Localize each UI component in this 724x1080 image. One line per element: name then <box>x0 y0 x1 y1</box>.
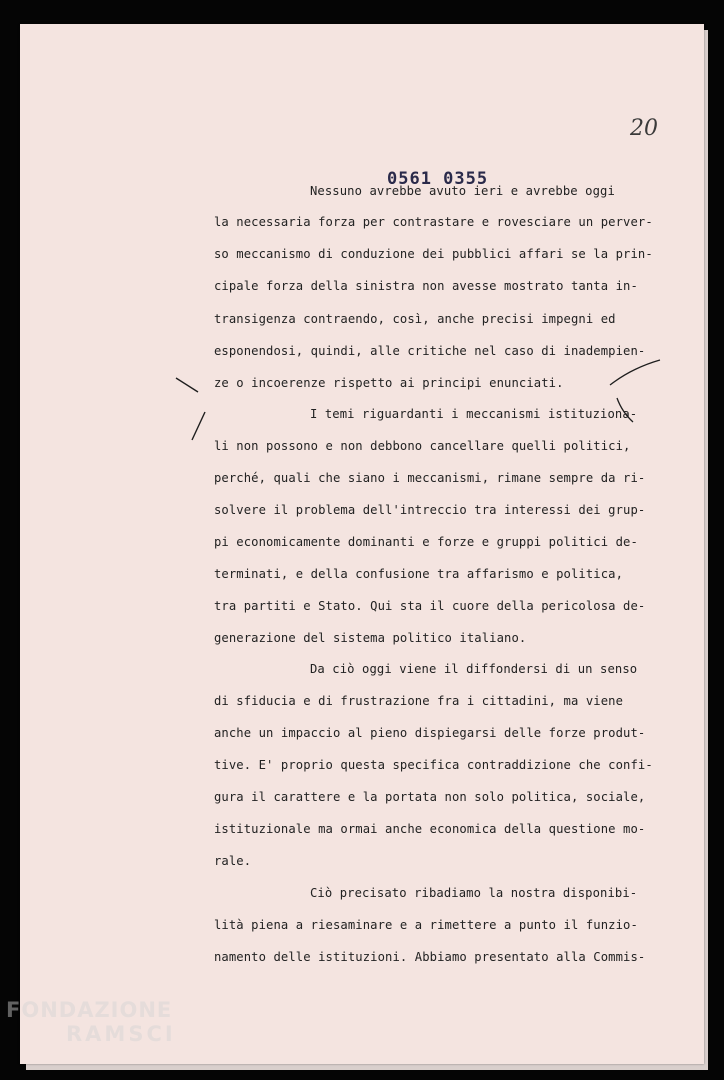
text-line: Ciò precisato ribadiamo la nostra disponibi- <box>310 886 638 900</box>
text-line: tra partiti e Stato. Qui sta il cuore della pericolosa de- <box>214 599 646 613</box>
text-line: cipale forza della sinistra non avesse mostrato tanta in- <box>214 279 638 293</box>
text-line: terminati, e della confusione tra affarismo e politica, <box>214 567 624 581</box>
watermark-line-1: FONDAZIONE <box>6 998 173 1022</box>
watermark-line-2: RAMSCI <box>66 1022 176 1046</box>
text-line: istituzionale ma ormai anche economica della questione mo- <box>214 822 646 836</box>
text-line: so meccanismo di conduzione dei pubblici affari se la prin- <box>214 247 653 261</box>
text-line: pi economicamente dominanti e forze e gruppi politici de- <box>214 535 638 549</box>
handwritten-page-number: 20 <box>630 116 658 141</box>
text-line: anche un impaccio al pieno dispiegarsi delle forze produt- <box>214 726 646 740</box>
left-pen-mark <box>176 378 198 392</box>
text-line: namento delle istituzioni. Abbiamo presentato alla Commis- <box>214 950 646 964</box>
right-pen-mark <box>610 360 660 385</box>
text-line: ze o incoerenze rispetto ai principi enunciati. <box>214 376 564 390</box>
fondazione-gramsci-watermark <box>6 1000 176 1045</box>
text-line: solvere il problema dell'intreccio tra interessi dei grup- <box>214 503 646 517</box>
text-line: di sfiducia e di frustrazione fra i cittadini, ma viene <box>214 694 624 708</box>
text-line: esponendosi, quindi, alle critiche nel caso di inadempien- <box>214 344 646 358</box>
text-line: lità piena a riesaminare e a rimettere a punto il funzio- <box>214 918 638 932</box>
document-number-stamp: 0561 0355 <box>387 169 489 189</box>
text-line: transigenza contraendo, così, anche precisi impegni ed <box>214 312 616 326</box>
text-line: Nessuno avrebbe avuto ieri e avrebbe oggi <box>310 184 615 198</box>
text-line: Da ciò oggi viene il diffondersi di un senso <box>310 662 638 676</box>
text-line: li non possono e non debbono cancellare quelli politici, <box>214 439 631 453</box>
text-line: generazione del sistema politico italiano. <box>214 631 527 645</box>
text-line: tive. E' proprio questa specifica contraddizione che confi- <box>214 758 653 772</box>
text-line: gura il carattere e la portata non solo politica, sociale, <box>214 790 646 804</box>
right-pen-mark <box>617 398 633 422</box>
text-line: rale. <box>214 854 252 868</box>
left-pen-mark <box>192 412 205 440</box>
text-line: la necessaria forza per contrastare e rovesciare un perver- <box>214 215 653 229</box>
text-line: perché, quali che siano i meccanismi, rimane sempre da ri- <box>214 471 646 485</box>
text-line: I temi riguardanti i meccanismi istituziona- <box>310 407 638 421</box>
